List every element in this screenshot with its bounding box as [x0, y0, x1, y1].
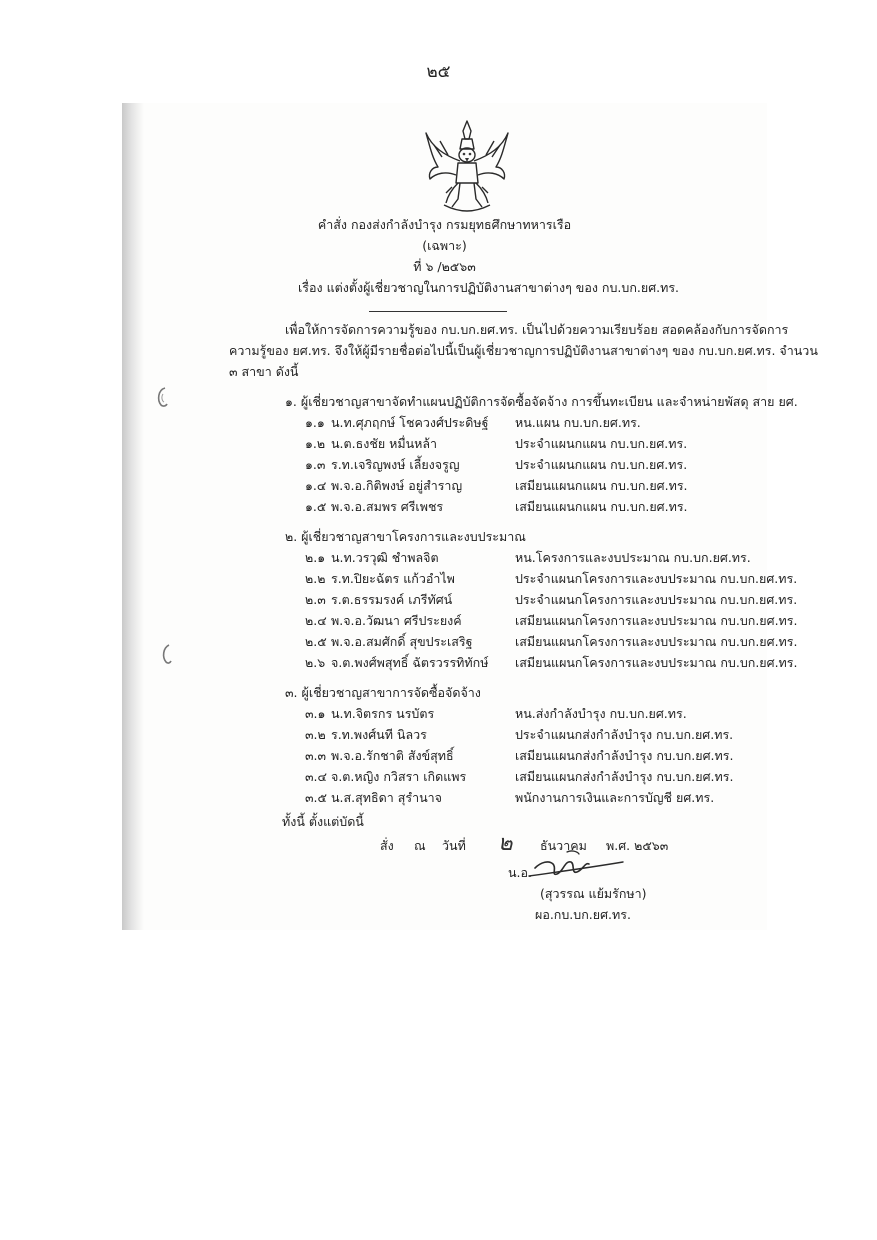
item-number: ๓.๒	[305, 727, 326, 742]
signature-icon	[527, 846, 627, 882]
item-position: เสมียนแผนกแผน กบ.บก.ยศ.ทร.	[515, 478, 688, 493]
date-year: พ.ศ. ๒๕๖๓	[606, 838, 669, 853]
item-name: ร.ท.พงศ์นที นิลวร	[331, 727, 427, 742]
item-name: พ.จ.อ.รักชาติ สังข์สุทธิ์	[331, 748, 454, 763]
item-position: หน.แผน กบ.บก.ยศ.ทร.	[515, 415, 641, 430]
item-number: ๑.๒	[305, 436, 326, 451]
item-position: เสมียนแผนกโครงการและงบประมาณ กบ.บก.ยศ.ทร.	[515, 613, 798, 628]
item-number: ๒.๔	[305, 613, 327, 628]
item-position: เสมียนแผนกโครงการและงบประมาณ กบ.บก.ยศ.ทร.	[515, 634, 798, 649]
item-name: ร.ท.ปิยะฉัตร แก้วอำไพ	[331, 571, 455, 586]
signatory-title: ผอ.กบ.บก.ยศ.ทร.	[535, 907, 631, 922]
item-number: ๒.๓	[305, 592, 326, 607]
item-position: ประจำแผนกโครงการและงบประมาณ กบ.บก.ยศ.ทร.	[515, 571, 798, 586]
date-month: ธันวาคม	[540, 838, 587, 853]
body-paragraph-line-3: ๓ สาขา ดังนี้	[229, 364, 299, 379]
section-title: ๒. ผู้เชี่ยวชาญสาขาโครงการและงบประมาณ	[285, 529, 526, 544]
item-name: จ.ต.พงศ์พสุทธิ์ ฉัตรวรรทิทักษ์	[331, 655, 489, 670]
item-name: น.ท.จิตรกร นรบัตร	[331, 706, 435, 721]
item-name: พ.จ.อ.วัฒนา ศรีประยงค์	[331, 613, 462, 628]
item-number: ๒.๖	[305, 655, 326, 670]
item-position: หน.โครงการและงบประมาณ กบ.บก.ยศ.ทร.	[515, 550, 751, 565]
item-position: ประจำแผนกแผน กบ.บก.ยศ.ทร.	[515, 436, 688, 451]
body-paragraph-line-2: ความรู้ของ ยศ.ทร. จึงให้ผู้มีรายชื่อต่อไปนี้เป็นผู้เชี่ยวชาญการปฏิบัติงานสาขาต่างๆ ของ กบ.บก.ยศ.ทร. จำนวน	[229, 343, 818, 358]
item-name: ร.ต.ธรรมรงค์ เภรีทัศน์	[331, 592, 453, 607]
item-number: ๓.๔	[305, 769, 327, 784]
order-classification: (เฉพาะ)	[422, 238, 467, 253]
signatory-name: (สุวรรณ แย้มรักษา)	[540, 886, 647, 901]
item-position: ประจำแผนกแผน กบ.บก.ยศ.ทร.	[515, 457, 688, 472]
item-name: น.ต.ธงชัย หมื่นหล้า	[331, 436, 438, 451]
punch-hole-mark	[154, 386, 170, 408]
section-title: ๓. ผู้เชี่ยวชาญสาขาการจัดซื้อจัดจ้าง	[285, 685, 481, 700]
item-number: ๑.๔	[305, 478, 327, 493]
order-subject: เรื่อง แต่งตั้งผู้เชี่ยวชาญในการปฏิบัติงานสาขาต่างๆ ของ กบ.บก.ยศ.ทร.	[298, 280, 680, 295]
item-number: ๒.๑	[305, 550, 326, 565]
item-number: ๑.๓	[305, 457, 326, 472]
item-name: จ.ต.หญิง กวิสรา เกิดแพร	[331, 769, 467, 784]
item-number: ๓.๕	[305, 790, 327, 805]
closing-statement: ทั้งนี้ ตั้งแต่บัดนี้	[282, 814, 364, 829]
date-label: วันที่	[442, 838, 466, 853]
item-position: ประจำแผนกส่งกำลังบำรุง กบ.บก.ยศ.ทร.	[515, 727, 734, 742]
punch-hole-mark	[158, 643, 174, 665]
scanned-document	[122, 103, 818, 930]
garuda-emblem-icon	[422, 117, 512, 215]
signatory-rank: น.อ.	[508, 865, 532, 880]
item-position: เสมียนแผนกโครงการและงบประมาณ กบ.บก.ยศ.ทร.	[515, 655, 798, 670]
item-position: หน.ส่งกำลังบำรุง กบ.บก.ยศ.ทร.	[515, 706, 687, 721]
order-heading: คำสั่ง กองส่งกำลังบำรุง กรมยุทธศึกษาทหารเรือ	[317, 217, 572, 232]
item-name: พ.จ.อ.สมศักดิ์ สุขประเสริฐ	[331, 634, 473, 649]
item-name: พ.จ.อ.สมพร ศรีเพชร	[331, 499, 444, 514]
item-name: ร.ท.เจริญพงษ์ เลี้ยงจรูญ	[331, 457, 460, 472]
item-position: ประจำแผนกโครงการและงบประมาณ กบ.บก.ยศ.ทร.	[515, 592, 798, 607]
item-name: พ.จ.อ.กิติพงษ์ อยู่สำราญ	[331, 478, 463, 493]
handwritten-day: ๒	[498, 831, 513, 856]
item-position: เสมียนแผนกแผน กบ.บก.ยศ.ทร.	[515, 499, 688, 514]
order-label: สั่ง	[380, 838, 394, 853]
item-number: ๒.๒	[305, 571, 326, 586]
item-number: ๓.๑	[305, 706, 326, 721]
item-number: ๑.๕	[305, 499, 327, 514]
divider-line	[369, 311, 507, 312]
item-name: น.ส.สุทธิดา สุรำนาจ	[331, 790, 442, 805]
item-name: น.ท.ศุภฤกษ์ โชควงศ์ประดิษฐ์	[331, 415, 489, 430]
at-label: ณ	[414, 838, 426, 853]
item-position: พนักงานการเงินและการบัญชี ยศ.ทร.	[515, 790, 715, 805]
item-position: เสมียนแผนกส่งกำลังบำรุง กบ.บก.ยศ.ทร.	[515, 748, 734, 763]
item-name: น.ท.วรวุฒิ ชำพลจิต	[331, 550, 439, 565]
item-position: เสมียนแผนกส่งกำลังบำรุง กบ.บก.ยศ.ทร.	[515, 769, 734, 784]
item-number: ๓.๓	[305, 748, 327, 763]
item-number: ๒.๕	[305, 634, 327, 649]
body-paragraph-line-1: เพื่อให้การจัดการความรู้ของ กบ.บก.ยศ.ทร. เป็นไปด้วยความเรียบร้อย สอดคล้องกับการจัดการ	[285, 322, 789, 337]
order-number: ที่ ๖ /๒๕๖๓	[413, 259, 476, 274]
section-title: ๑. ผู้เชี่ยวชาญสาขาจัดทำแผนปฏิบัติการจัดซื้อจัดจ้าง การขึ้นทะเบียน และจำหน่ายพัสดุ สาย ยศ.	[285, 394, 798, 409]
item-number: ๑.๑	[305, 415, 325, 430]
page-number: ๒๕	[426, 62, 451, 82]
